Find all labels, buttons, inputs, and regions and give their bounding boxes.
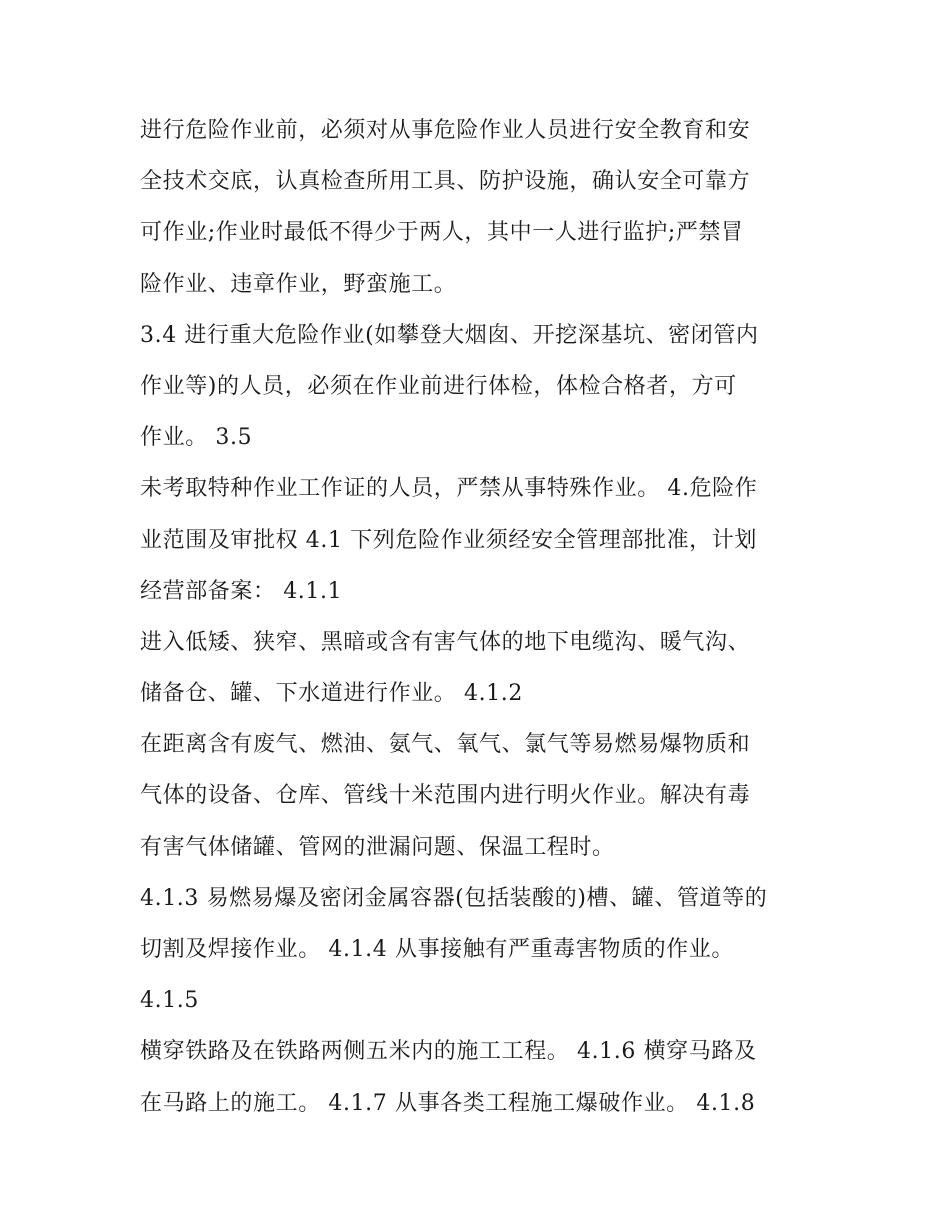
text-line: 可作业;作业时最低不得少于两人，其中一人进行监护;严禁冒 <box>140 220 744 246</box>
text-line: 横穿铁路及在铁路两侧五米内的施工工程。 4.1.6 横穿马路及 <box>140 1039 757 1065</box>
text-line: 气体的设备、仓库、管线十米范围内进行明火作业。解决有毒 <box>140 783 751 809</box>
text-line: 险作业、违章作业，野蛮施工。 <box>140 271 457 297</box>
text-line: 进行危险作业前，必须对从事危险作业人员进行安全教育和安 <box>140 118 751 143</box>
text-line: 业范围及审批权 4.1 下列危险作业须经安全管理部批准，计划 <box>140 527 757 553</box>
text-line: 全技术交底，认真检查所用工具、防护设施，确认安全可靠方 <box>140 169 751 195</box>
text-line: 经营部备案： 4.1.1 <box>140 578 343 604</box>
text-line: 3.4 进行重大危险作业(如攀登大烟囱、开挖深基坑、密闭管内 <box>140 322 759 348</box>
text-line: 在马路上的施工。 4.1.7 从事各类工程施工爆破作业。 4.1.8 <box>140 1090 756 1116</box>
text-line: 在距离含有废气、燃油、氨气、氧气、氯气等易燃易爆物质和 <box>140 732 751 758</box>
body-text <box>140 105 830 1129</box>
text-line: 未考取特种作业工作证的人员，严禁从事特殊作业。 4.危险作 <box>140 476 758 502</box>
text-line: 储备仓、罐、下水道进行作业。 4.1.2 <box>140 681 523 707</box>
text-line: 4.1.3 易燃易爆及密闭金属容器(包括装酸的)槽、罐、管道等的 <box>140 885 768 911</box>
text-line: 作业。 3.5 <box>140 425 253 451</box>
text-line: 4.1.5 <box>140 988 199 1014</box>
text-line: 作业等)的人员，必须在作业前进行体检，体检合格者，方可 <box>140 373 737 399</box>
text-line: 切割及焊接作业。 4.1.4 从事接触有严重毒害物质的作业。 <box>140 937 734 962</box>
text-line: 有害气体储罐、管网的泄漏问题、保温工程时。 <box>140 834 615 860</box>
text-line: 进入低矮、狭窄、黑暗或含有害气体的地下电缆沟、暖气沟、 <box>140 629 751 655</box>
